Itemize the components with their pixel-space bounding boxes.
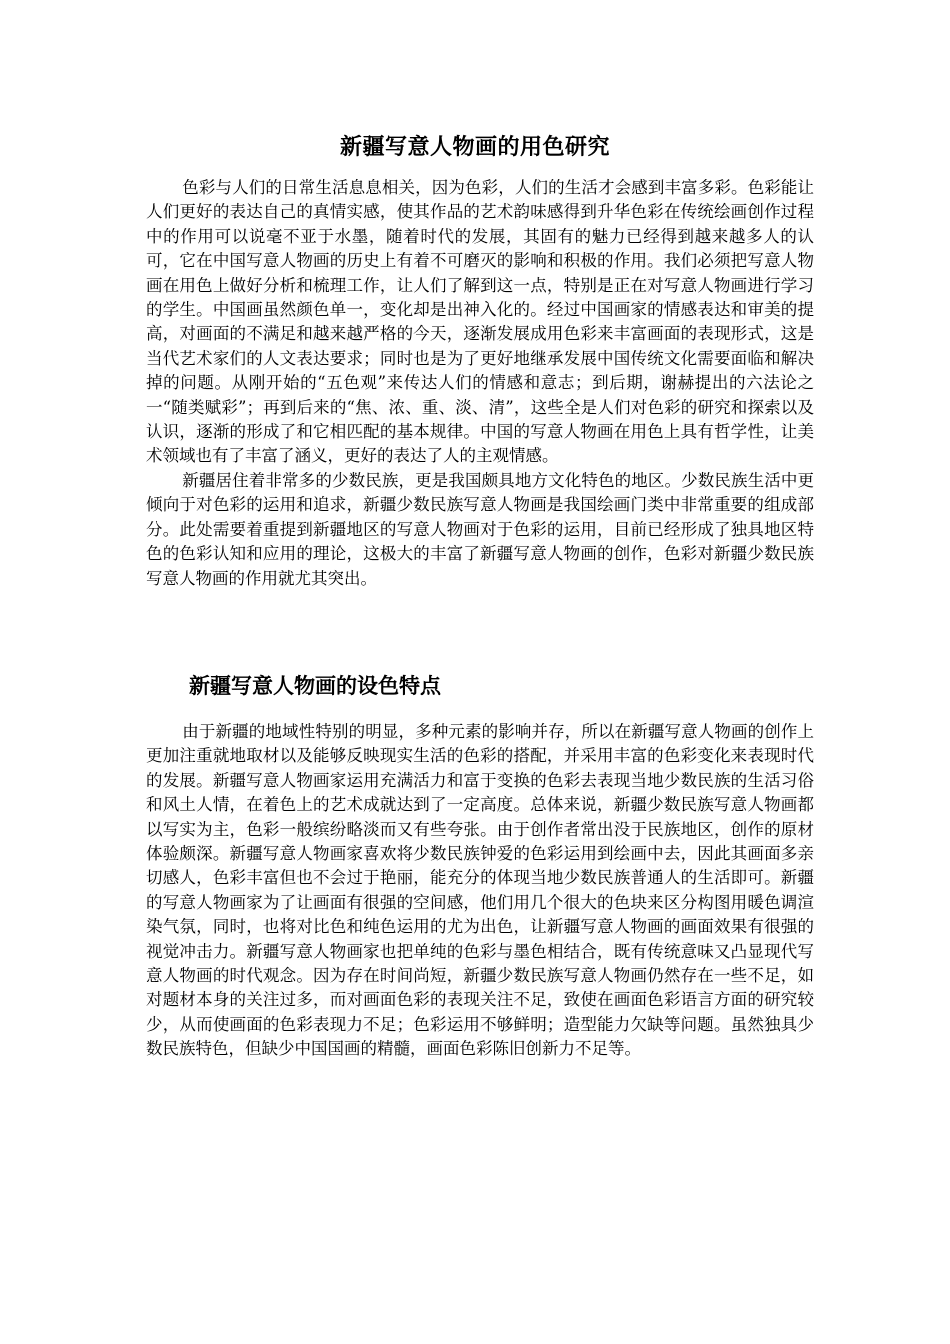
paragraph-color-and-life: 色彩与人们的日常生活息息相关，因为色彩，人们的生活才会感到丰富多彩。色彩能让人们更好的表达自己的真情实感，使其作品的艺术韵味感得到升华色彩在传统绘画创作过程中的作用可以说毫不亚于水墨，随着时代的发展，其固有的魅力已经得到越来越多人的认可，它在中国写意人物画的历史上有着不可磨灭的影响和积极的作用。我们必须把写意人物画在用色上做好分析和梳理工作，让人们了解到这一点，特别是正在对写意人物画进行学习的学生。中国画虽然颜色单一，变化却是出神入化的。经过中国画家的情感表达和审美的提高，对画面的不满足和越来越严格的今天，逐渐发展成用色彩来丰富画面的表现形式，这是当代艺术家们的人文表达要求；同时也是为了更好地继承发展中国传统文化需要面临和解决掉的问题。从刚开始的“五色观”来传达人们的情感和意志；到后期，谢赫提出的六法论之一“随类赋彩”；再到后来的“焦、浓、重、淡、清”，这些全是人们对色彩的研究和探索以及认识，逐渐的形成了和它相匹配的基本规律。中国的写意人物画在用色上具有哲学性，让美术领域也有了丰富了涵义，更好的表达了人的主观情感。 bbox=[146, 178, 814, 466]
paragraph-coloring-characteristics: 由于新疆的地域性特别的明显，多种元素的影响并存，所以在新疆写意人物画的创作上更加注重就地取材以及能够反映现实生活的色彩的搭配，并采用丰富的色彩变化来表现时代的发展。新疆写意人物画家运用充满活力和富于变换的色彩去表现当地少数民族的生活习俗和风土人情，在着色上的艺术成就达到了一定高度。总体来说，新疆少数民族写意人物画都以写实为主，色彩一般缤纷略淡而又有些夸张。由于创作者常出没于民族地区，创作的原材体验颇深。新疆写意人物画家喜欢将少数民族钟爱的色彩运用到绘画中去，因此其画面多亲切感人，色彩丰富但也不会过于艳丽，能充分的体现当地少数民族普通人的生活即可。新疆的写意人物画家为了让画面有很强的空间感，他们用几个很大的色块来区分构图用暖色调渲染气氛，同时，也将对比色和纯色运用的尤为出色，让新疆写意人物画的画面效果有很强的视觉冲击力。新疆写意人物画家也把单纯的色彩与墨色相结合，既有传统意味又凸显现代写意人物画的时代观念。因为存在时间尚短，新疆少数民族写意人物画仍然存在一些不足，如对题材本身的关注过多，而对画面色彩的表现关注不足，致使在画面色彩语言方面的研究较少，从而使画面的色彩表现力不足；色彩运用不够鲜明；造型能力欠缺等问题。虽然独具少数民族特色，但缺少中国国画的精髓，画面色彩陈旧创新力不足等。 bbox=[146, 722, 814, 1059]
section-1-body bbox=[146, 176, 814, 591]
paragraph-xinjiang-minorities: 新疆居住着非常多的少数民族，更是我国颇具地方文化特色的地区。少数民族生活中更倾向于对色彩的运用和追求，新疆少数民族写意人物画是我国绘画门类中非常重要的组成部分。此处需要着重提到新疆地区的写意人物画对于色彩的运用，目前已经形成了独具地区特色的色彩认知和应用的理论，这极大的丰富了新疆写意人物画的创作，色彩对新疆少数民族写意人物画的作用就尤其突出。 bbox=[146, 470, 814, 588]
section-2-body bbox=[146, 720, 814, 1062]
document-title: 新疆写意人物画的用色研究 bbox=[339, 135, 610, 160]
section-2-heading: 新疆写意人物画的设色特点 bbox=[189, 674, 441, 698]
